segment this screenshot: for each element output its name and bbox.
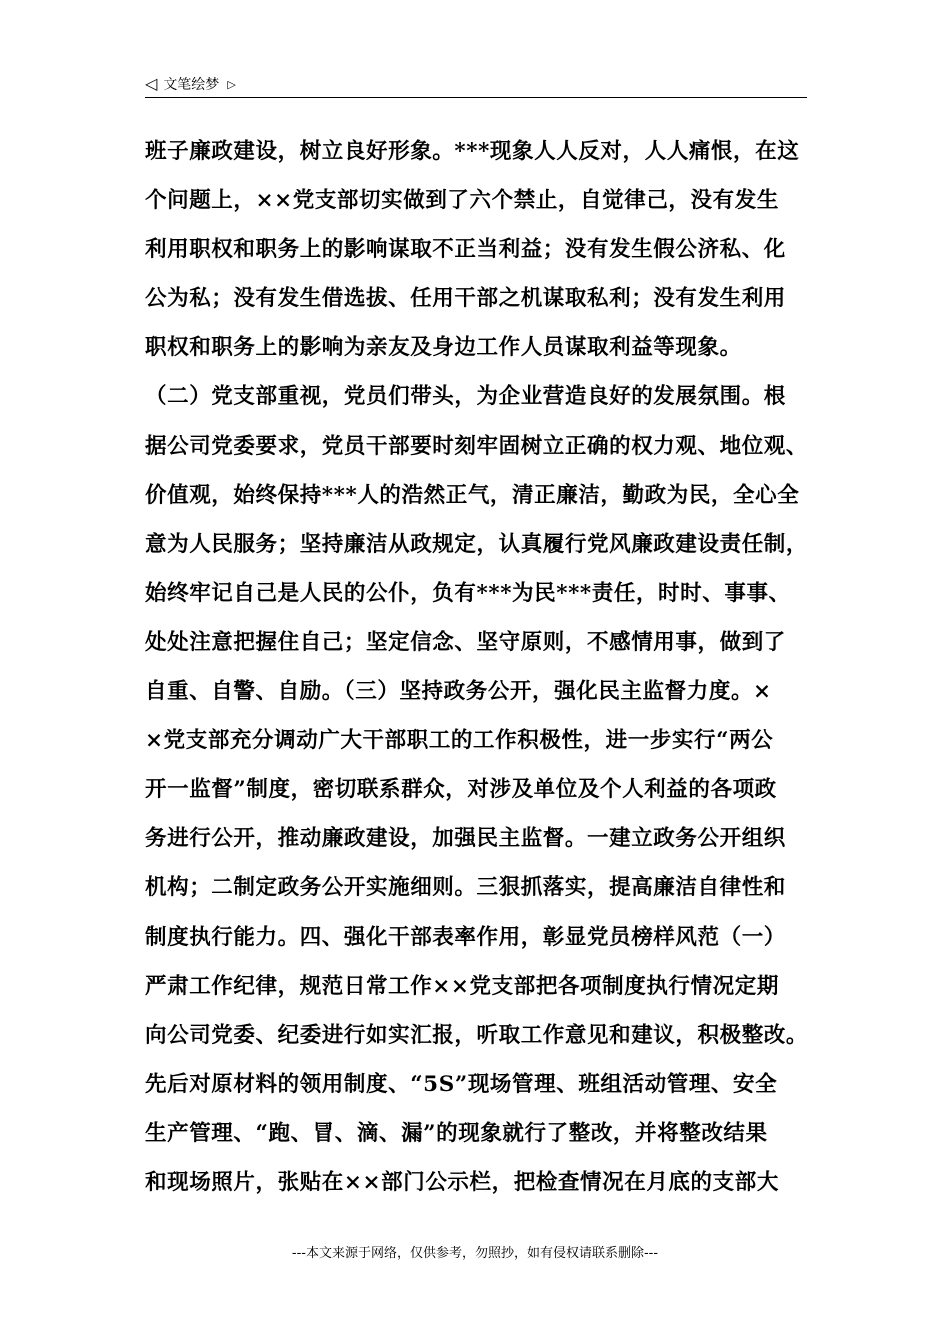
header-divider bbox=[145, 97, 807, 98]
text-line: 向公司党委、纪委进行如实汇报，听取工作意见和建议，积极整改。 bbox=[145, 1022, 809, 1048]
text-line: ×党支部充分调动广大干部职工的工作积极性，进一步实行“两公 bbox=[145, 728, 774, 754]
footer-disclaimer: ---本文来源于网络，仅供参考，勿照抄，如有侵权请联系删除--- bbox=[291, 1246, 659, 1261]
left-triangle-icon: ◁ bbox=[145, 74, 158, 93]
text-line: 班子廉政建设，树立良好形象。***现象人人反对，人人痛恨，在这 bbox=[145, 139, 800, 164]
text-line: 机构；二制定政务公开实施细则。三狠抓落实，提高廉洁自律性和 bbox=[145, 875, 786, 901]
text-line: 据公司党委要求，党员干部要时刻牢固树立正确的权力观、地位观、 bbox=[145, 433, 809, 459]
text-line: 制度执行能力。四、强化干部表率作用，彰显党员榜样风范（一） bbox=[145, 924, 786, 950]
text-line: 公为私；没有发生借选拔、任用干部之机谋取私利；没有发生利用 bbox=[145, 286, 786, 312]
text-line: 和现场照片，张贴在××部门公示栏，把检查情况在月底的支部大 bbox=[145, 1169, 779, 1195]
text-line: 始终牢记自己是人民的公仆，负有***为民***责任，时时、事事、 bbox=[145, 580, 791, 606]
header-title: 文笔绘梦 bbox=[163, 77, 220, 93]
page-header bbox=[145, 70, 807, 98]
text-line: 严肃工作纪律，规范日常工作××党支部把各项制度执行情况定期 bbox=[145, 973, 779, 999]
text-line: 开一监督”制度，密切联系群众，对涉及单位及个人利益的各项政 bbox=[145, 777, 777, 803]
text-line: （二）党支部重视，党员们带头，为企业营造良好的发展氛围。根 bbox=[145, 384, 786, 410]
text-line: 职权和职务上的影响为亲友及身边工作人员谋取利益等现象。 bbox=[145, 335, 742, 361]
text-line: 利用职权和职务上的影响谋取不正当利益；没有发生假公济私、化 bbox=[145, 237, 786, 263]
text-line: 先后对原材料的领用制度、“5S”现场管理、班组活动管理、安全 bbox=[145, 1071, 778, 1097]
right-triangle-icon: ▷ bbox=[227, 77, 236, 91]
text-line: 自重、自警、自励。（三）坚持政务公开，强化民主监督力度。× bbox=[145, 679, 772, 705]
text-line: 处处注意把握住自己；坚定信念、坚守原则，不感情用事，做到了 bbox=[145, 629, 786, 655]
text-line: 务进行公开，推动廉政建设，加强民主监督。一建立政务公开组织 bbox=[145, 826, 786, 852]
text-line: 个问题上，××党支部切实做到了六个禁止，自觉律己，没有发生 bbox=[145, 188, 779, 214]
text-line: 生产管理、“跑、冒、滴、漏”的现象就行了整改，并将整改结果 bbox=[145, 1120, 768, 1146]
text-line: 意为人民服务；坚持廉洁从政规定，认真履行党风廉政建设责任制， bbox=[145, 531, 809, 557]
document-body bbox=[145, 127, 815, 1207]
text-line: 价值观，始终保持***人的浩然正气，清正廉洁，勤政为民，全心全 bbox=[145, 482, 800, 508]
